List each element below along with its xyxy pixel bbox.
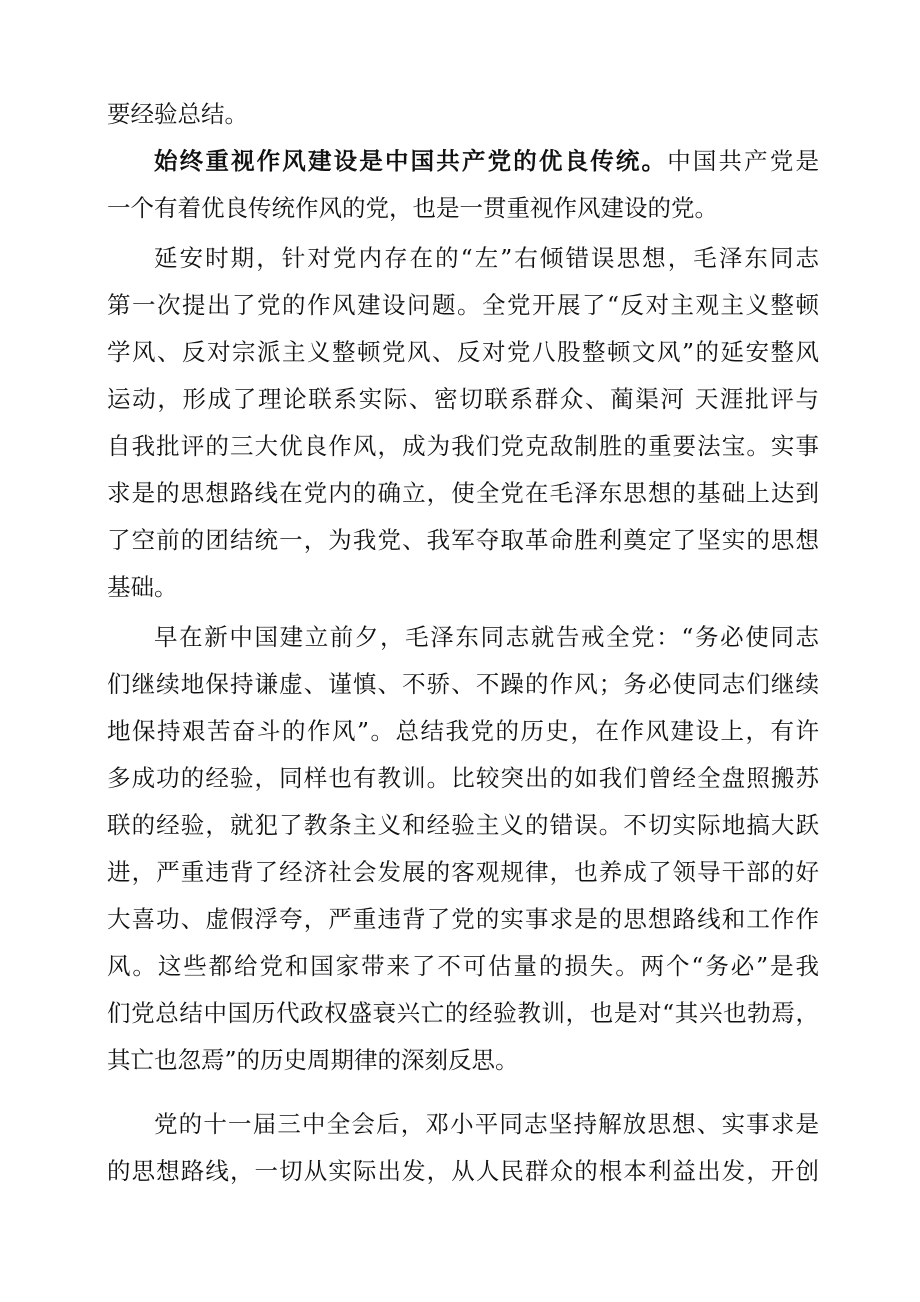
line-text: 了空前的团结统一，为我党、我军夺取革命胜利奠定了坚实的思想 [107, 526, 819, 554]
text-line [107, 805, 819, 845]
line-text: 要经验总结。 [107, 100, 248, 128]
text-line [107, 946, 819, 986]
text-line [107, 94, 819, 134]
text-line [107, 188, 819, 228]
line-text: 党的十一届三中全会后，邓小平同志坚持解放思想、实事求是 [154, 1110, 819, 1138]
line-text: 自我批评的三大优良作风，成为我们党克敌制胜的重要法宝。实事 [107, 432, 819, 460]
line-text: 其亡也忽焉”的历史周期律的深刻反思。 [107, 1046, 519, 1074]
text-line [107, 711, 819, 751]
line-text: 大喜功、虚假浮夸，严重违背了党的实事求是的思想路线和工作作 [107, 905, 819, 933]
text-line [107, 426, 819, 466]
line-text: 多成功的经验，同样也有教训。比较突出的如我们曾经全盘照搬苏 [107, 764, 819, 792]
line-text: 运动，形成了理论联系实际、密切联系群众、蔺渠河 天涯批评与 [107, 385, 819, 413]
text-line [107, 379, 819, 419]
line-text: 求是的思想路线在党内的确立，使全党在毛泽东思想的基础上达到 [107, 479, 819, 507]
line-text: 风。这些都给党和国家带来了不可估量的损失。两个“务必”是我 [107, 952, 819, 980]
line-text: 的思想路线，一切从实际出发，从人民群众的根本利益出发，开创 [107, 1157, 819, 1185]
text-line [107, 852, 819, 892]
text-line [107, 1151, 819, 1191]
paragraph-first-line [154, 1104, 819, 1144]
line-text: 中国共产党是 [667, 147, 819, 175]
line-text: 们党总结中国历代政权盛衰兴亡的经验教训，也是对“其兴也勃焉， [107, 999, 819, 1027]
line-text: 进，严重违背了经济社会发展的客观规律，也养成了领导干部的好 [107, 858, 819, 886]
bold-heading-text: 始终重视作风建设是中国共产党的优良传统。 [154, 147, 668, 175]
text-line [107, 664, 819, 704]
text-line [107, 993, 819, 1033]
text-line [107, 332, 819, 372]
line-text: 基础。 [107, 573, 178, 601]
line-text: 们继续地保持谦虚、谨慎、不骄、不躁的作风；务必使同志们继续 [107, 670, 819, 698]
text-line [107, 899, 819, 939]
text-line [107, 520, 819, 560]
text-line [107, 285, 819, 325]
line-text: 早在新中国建立前夕，毛泽东同志就告戒全党：“务必使同志 [154, 623, 819, 651]
text-line [107, 758, 819, 798]
line-text: 联的经验，就犯了教条主义和经验主义的错误。不切实际地搞大跃 [107, 811, 819, 839]
text-line [107, 1040, 819, 1080]
text-line [107, 567, 819, 607]
paragraph-first-line [154, 617, 819, 657]
line-text: 延安时期，针对党内存在的“左”右倾错误思想，毛泽东同志 [154, 244, 819, 272]
line-text: 学风、反对宗派主义整顿党风、反对党八股整顿文风”的延安整风 [107, 338, 819, 366]
line-text: 一个有着优良传统作风的党，也是一贯重视作风建设的党。 [107, 194, 718, 222]
line-text: 地保持艰苦奋斗的作风”。总结我党的历史，在作风建设上，有许 [107, 717, 819, 745]
text-line [107, 473, 819, 513]
paragraph-first-line [154, 141, 819, 181]
paragraph-first-line [154, 238, 819, 278]
line-text: 第一次提出了党的作风建设问题。全党开展了“反对主观主义整顿 [107, 291, 819, 319]
